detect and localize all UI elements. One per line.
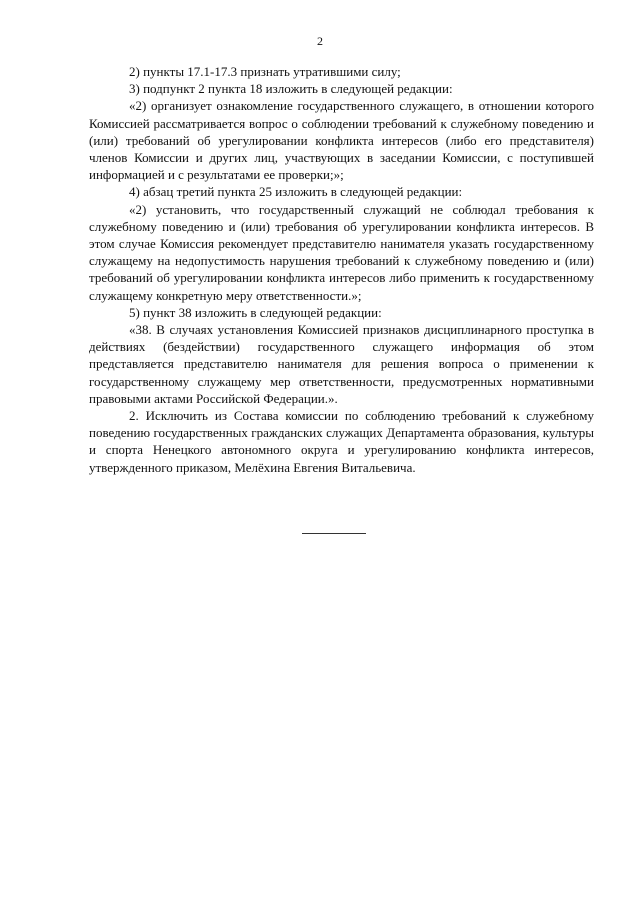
- document-body: [89, 63, 594, 476]
- end-separator-line: [302, 533, 366, 534]
- amendment-item-3-quote: «2) организует ознакомление государственного служащего, в отношении которого Комиссией рассматривается вопрос о соблюдении требований к служебному поведению и (или) требований об урегулировании конфликта интересов (либо его представителя) членов Комиссии и других лиц, участвующих в заседании Комиссии, с поступившей информацией и с результатами ее проверки;»;: [89, 98, 594, 183]
- amendment-item-3: 3) подпункт 2 пункта 18 изложить в следующей редакции:: [129, 81, 453, 97]
- amendment-item-5-quote: «38. В случаях установления Комиссией признаков дисциплинарного проступка в действиях (бездействии) государственного служащего информация об этом представляется представителю нанимателя для решения вопроса о применении к государственному служащему мер ответственности, предусмотренных нормативными правовыми актами Российской Федерации.».: [89, 322, 594, 406]
- amendment-item-4-quote: «2) установить, что государственный служащий не соблюдал требования к служебному поведению и (или) требования об урегулировании конфликта интересов. В этом случае Комиссия рекомендует представителю нанимателя указать государственному служащему на недопустимость нарушения требований к служебному поведению и (или) требований об урегулировании конфликта интересов либо применить к государственному служащему конкретную меру ответственности.»;: [89, 201, 594, 303]
- amendment-item-4: 4) абзац третий пункта 25 изложить в следующей редакции:: [129, 184, 463, 200]
- amendment-item-2: 2) пункты 17.1-17.3 признать утратившими силу;: [129, 64, 401, 79]
- order-clause-2: 2. Исключить из Состава комиссии по соблюдению требований к служебному поведению государственных гражданских служащих Департамента образования, культуры и спорта Ненецкого автономного округа и урегулированию конфликта интересов, утвержденного приказом, Мелёхина Евгения Витальевича.: [89, 408, 594, 475]
- amendment-item-5: 5) пункт 38 изложить в следующей редакции:: [129, 304, 382, 320]
- page-number: 2: [317, 34, 323, 48]
